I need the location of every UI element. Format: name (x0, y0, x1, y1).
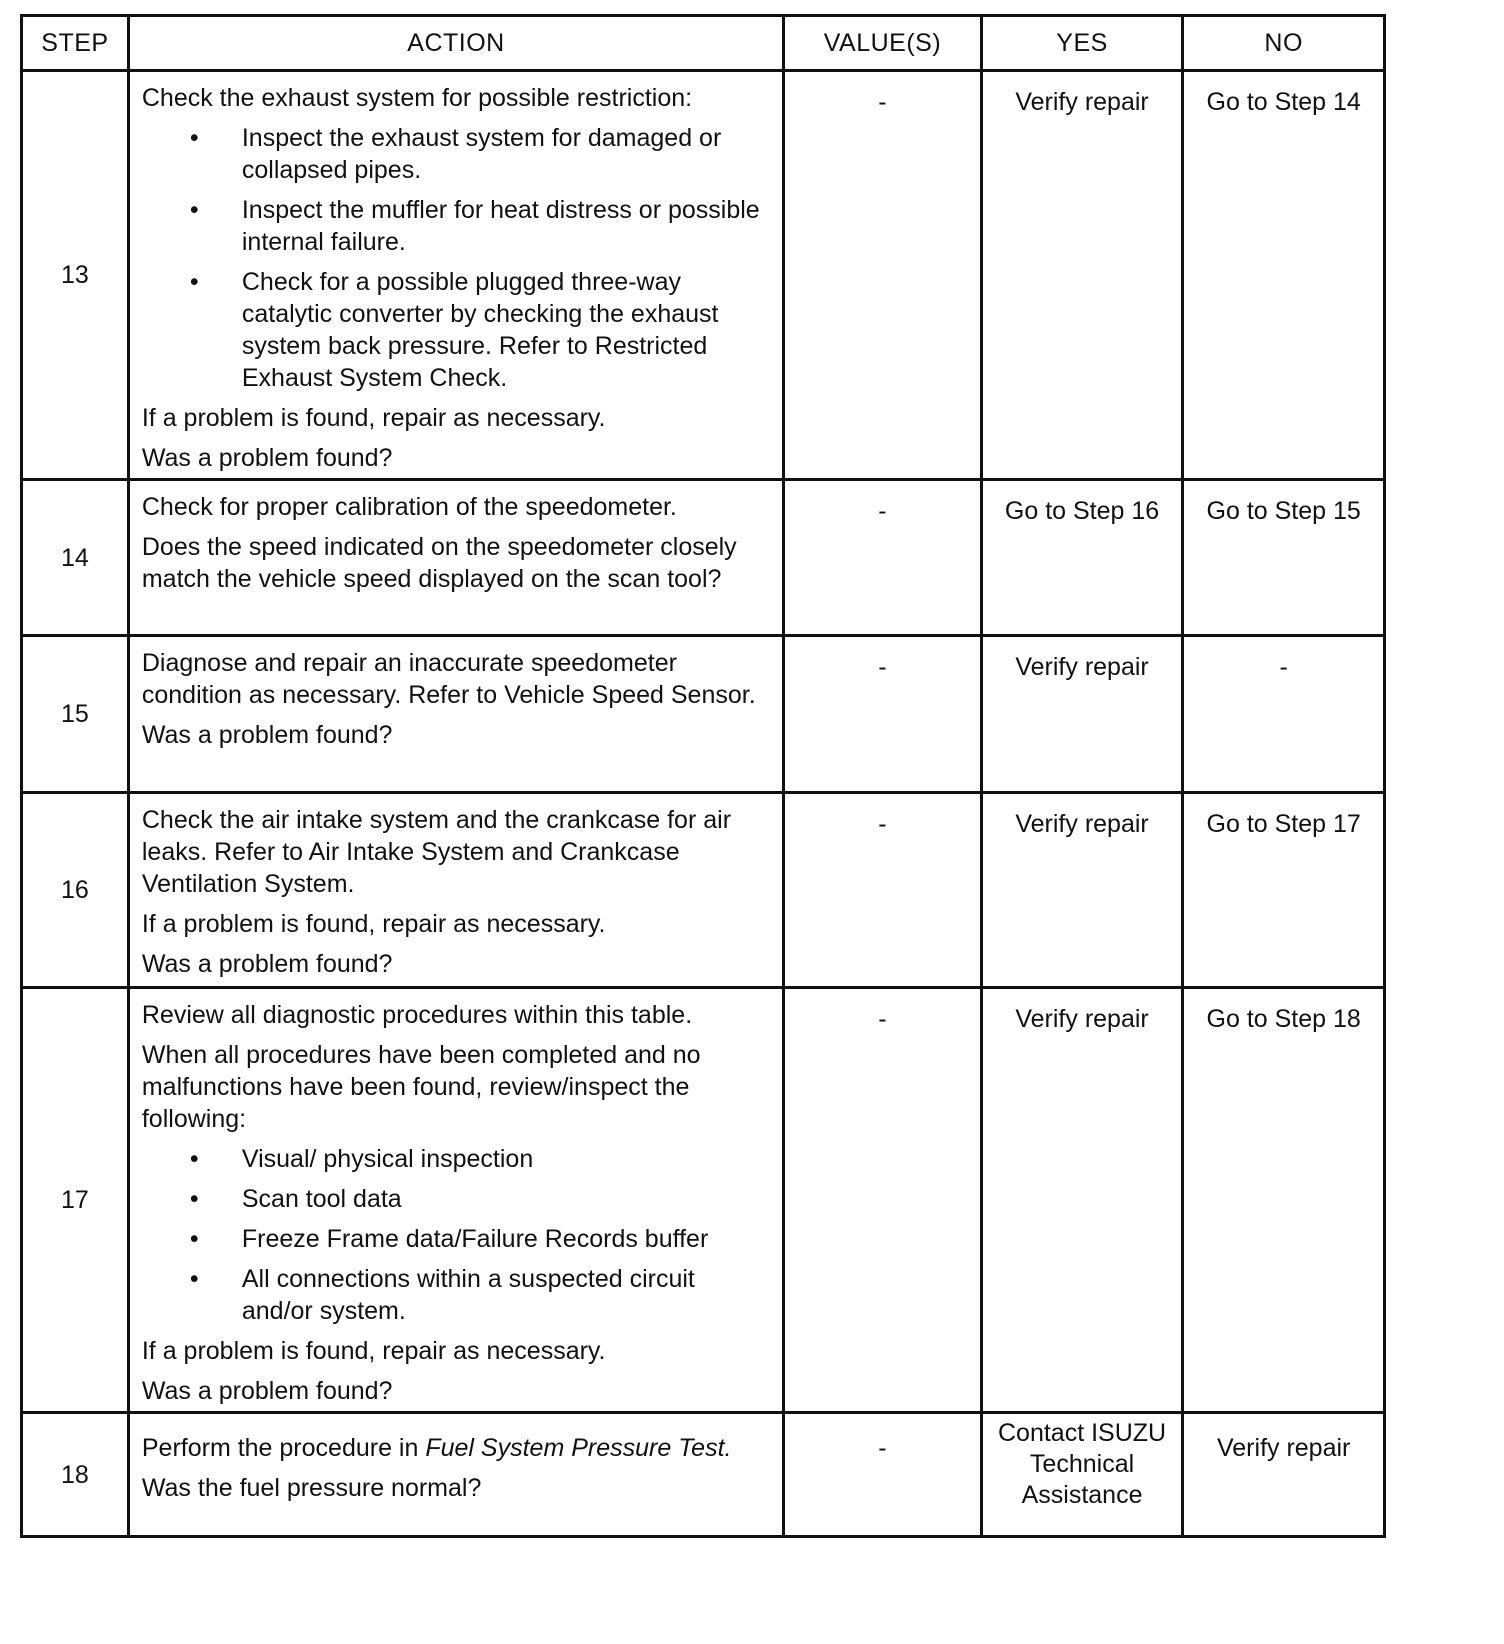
action-intro: Check for proper calibration of the speedometer. (141, 493, 677, 521)
step-number: 13 (22, 71, 129, 480)
action-after: If a problem is found, repair as necessary. (141, 1337, 606, 1365)
yes-cell: Verify repair (981, 988, 1183, 1413)
action-cell (128, 71, 783, 480)
header-no: NO (1183, 16, 1385, 71)
header-row (22, 16, 1385, 71)
bullet-text: Freeze Frame data/Failure Records buffer (241, 1225, 709, 1253)
value-cell: - (784, 636, 982, 793)
action-intro: Check the exhaust system for possible restriction: (141, 84, 693, 112)
header-step: STEP (22, 16, 129, 71)
header-yes: YES (981, 16, 1183, 71)
yes-cell: Contact ISUZU Technical Assistance (981, 1413, 1183, 1537)
action-question: Was a problem found? (141, 721, 393, 749)
action-cell (128, 1413, 783, 1537)
table-row-step-15 (22, 636, 1385, 793)
no-cell: Verify repair (1183, 1413, 1385, 1537)
bullet-text: Scan tool data (241, 1185, 402, 1213)
procedure-reference: Fuel System Pressure Test. (425, 1434, 732, 1462)
bullet-list (142, 1143, 772, 1327)
yes-cell: Go to Step 16 (981, 480, 1183, 636)
bullet-icon: • (189, 124, 199, 152)
table-row-step-13 (22, 71, 1385, 480)
bullet-text: Visual/ physical inspection (241, 1145, 534, 1173)
header-values: VALUE(S) (784, 16, 982, 71)
action-second: When all procedures have been completed and no malfunctions have been found, review/inspect the following: (141, 1041, 701, 1133)
no-cell: Go to Step 17 (1183, 793, 1385, 988)
action-after: If a problem is found, repair as necessary. (141, 910, 606, 938)
no-cell: Go to Step 14 (1183, 71, 1385, 480)
list-item (142, 1263, 772, 1327)
list-item (142, 1183, 772, 1215)
bullet-text: All connections within a suspected circuit and/or system. (241, 1265, 695, 1325)
bullet-icon: • (189, 196, 199, 224)
list-item (142, 266, 772, 394)
action-cell (128, 480, 783, 636)
yes-cell: Verify repair (981, 71, 1183, 480)
step-number: 17 (22, 988, 129, 1413)
step-number: 15 (22, 636, 129, 793)
bullet-list (142, 122, 772, 394)
yes-cell: Verify repair (981, 636, 1183, 793)
value-cell: - (784, 988, 982, 1413)
action-question: Was a problem found? (141, 950, 393, 978)
bullet-icon: • (189, 268, 199, 296)
list-item (142, 1143, 772, 1175)
bullet-text: Inspect the muffler for heat distress or possible internal failure. (241, 196, 760, 256)
list-item (142, 1223, 772, 1255)
no-cell: Go to Step 18 (1183, 988, 1385, 1413)
action-cell (128, 793, 783, 988)
action-question: Was the fuel pressure normal? (141, 1474, 482, 1502)
bullet-text: Check for a possible plugged three-way catalytic converter by checking the exhaust system back pressure. Refer to Restricted Exhaust System Check. (241, 268, 719, 392)
diagnostic-table (20, 14, 1386, 1538)
value-cell: - (784, 1413, 982, 1537)
value-cell: - (784, 793, 982, 988)
action-intro: Diagnose and repair an inaccurate speedometer condition as necessary. Refer to Vehicle Speed Sensor. (141, 649, 756, 709)
action-intro: Review all diagnostic procedures within this table. (141, 1001, 693, 1029)
table-row-step-17 (22, 988, 1385, 1413)
action-intro: Check the air intake system and the crankcase for air leaks. Refer to Air Intake System and Crankcase Ventilation System. (141, 806, 732, 898)
no-cell: - (1183, 636, 1385, 793)
step-number: 18 (22, 1413, 129, 1537)
bullet-text: Inspect the exhaust system for damaged or collapsed pipes. (241, 124, 722, 184)
bullet-icon: • (189, 1145, 199, 1173)
action-after: If a problem is found, repair as necessary. (141, 404, 606, 432)
action-cell (128, 636, 783, 793)
action-question: Does the speed indicated on the speedometer closely match the vehicle speed displayed on the scan tool? (141, 533, 737, 593)
action-cell (128, 988, 783, 1413)
table-row-step-18 (22, 1413, 1385, 1537)
no-cell: Go to Step 15 (1183, 480, 1385, 636)
table-row-step-14 (22, 480, 1385, 636)
action-intro (142, 1432, 772, 1464)
bullet-icon: • (189, 1185, 199, 1213)
yes-cell: Verify repair (981, 793, 1183, 988)
action-question: Was a problem found? (141, 444, 393, 472)
list-item (142, 122, 772, 186)
list-item (142, 194, 772, 258)
bullet-icon: • (189, 1225, 199, 1253)
value-cell: - (784, 71, 982, 480)
bullet-icon: • (189, 1265, 199, 1293)
step-number: 14 (22, 480, 129, 636)
step-number: 16 (22, 793, 129, 988)
action-question: Was a problem found? (141, 1377, 393, 1405)
action-prefix: Perform the procedure in (141, 1434, 419, 1462)
header-action: ACTION (128, 16, 783, 71)
table-row-step-16 (22, 793, 1385, 988)
value-cell: - (784, 480, 982, 636)
